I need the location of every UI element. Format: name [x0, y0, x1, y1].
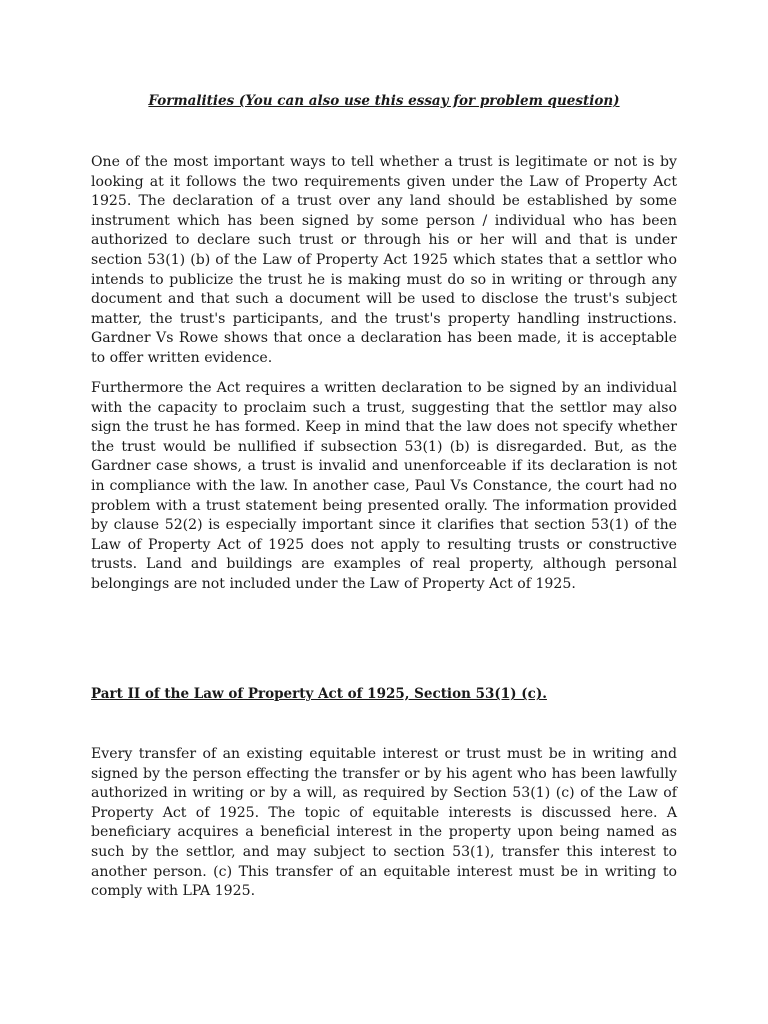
- body-paragraph-2: Furthermore the Act requires a written declaration to be signed by an individual with the capacity to proclaim such a trust, suggesting that the settlor may also sign the trust he has formed. Keep in mind that the law does not specify whether the trust would be nullified if subsection 53(1) (b) is disregarded. But, as the Gardner case shows, a trust is invalid and unenforceable if its declaration is not in compliance with the law. In another case, Paul Vs Constance, the court had no problem with a trust statement being presented orally. The information provided by clause 52(2) is especially important since it clarifies that section 53(1) of the Law of Property Act of 1925 does not apply to resulting trusts or constructive trusts. Land and buildings are examples of real property, although personal belongings are not included under the Law of Property Act of 1925.: [91, 380, 677, 592]
- body-paragraph-1: One of the most important ways to tell whether a trust is legitimate or not is by looking at it follows the two requirements given under the Law of Property Act 1925. The declaration of a trust over any land should be established by some instrument which has been signed by some person / individual who has been authorized to declare such trust or through his or her will and that is under section 53(1) (b) of the Law of Property Act 1925 which states that a settlor who intends to publicize the trust he is making must do so in writing or through any document and that such a document will be used to disclose the trust's subject matter, the trust's participants, and the trust's property handling instructions. Gardner Vs Rowe shows that once a declaration has been made, it is acceptable to offer written evidence.: [91, 154, 677, 366]
- section-paragraph-1: Every transfer of an existing equitable interest or trust must be in writing and signed by the person effecting the transfer or by his agent who has been lawfully authorized in writing or by a will, as required by Section 53(1) (c) of the Law of Property Act of 1925. The topic of equitable interests is discussed here. A beneficiary acquires a beneficial interest in the property upon being named as such by the settlor, and may subject to section 53(1), transfer this interest to another person. (c) This transfer of an equitable interest must be in writing to comply with LPA 1925.: [91, 746, 677, 900]
- document-title: Formalities (You can also use this essay for problem question): [148, 93, 620, 109]
- section-heading: Part II of the Law of Property Act of 1925, Section 53(1) (c).: [91, 686, 547, 702]
